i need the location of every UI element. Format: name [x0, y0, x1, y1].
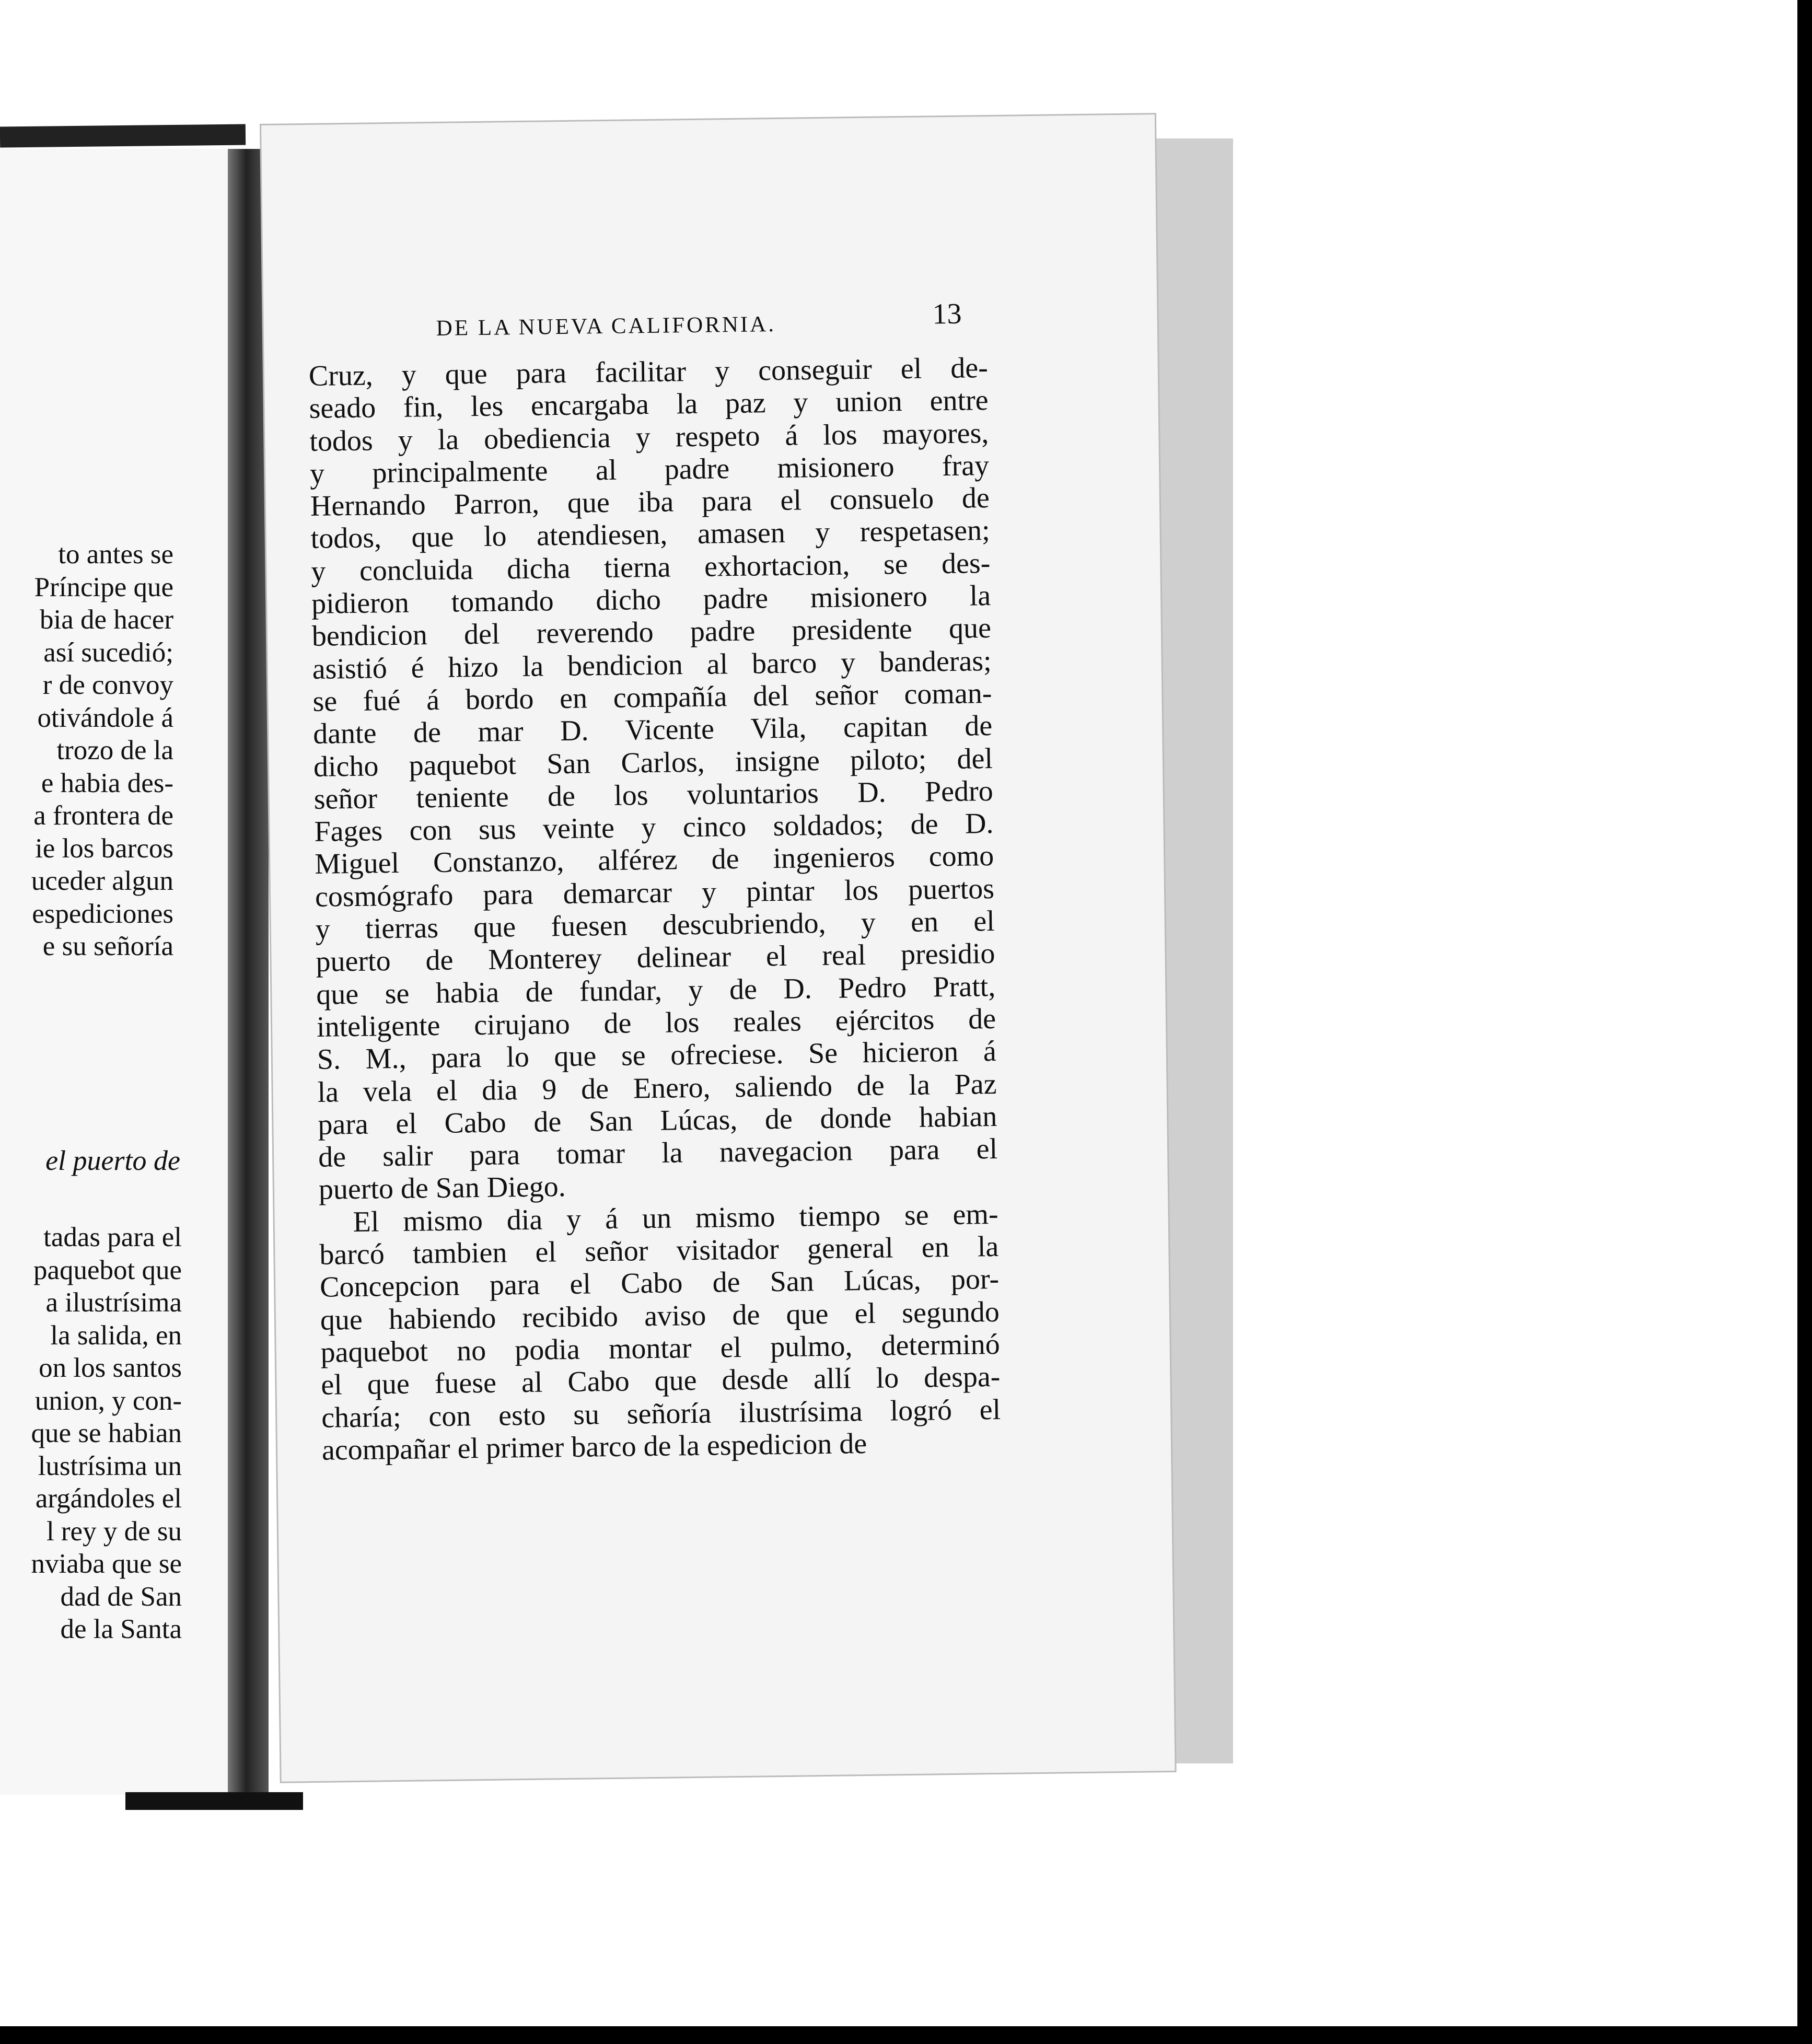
left-text-line: paquebot que	[33, 1255, 182, 1285]
text-line: que se habia de fundar, y de D. Pedro Pratt,	[316, 970, 996, 1011]
text-line: todos y la obediencia y respeto á los mayores,	[309, 416, 989, 458]
text-line: Cruz, y que para facilitar y conseguir el de-	[308, 352, 989, 392]
page-number: 13	[932, 297, 962, 331]
text-line: dante de mar D. Vicente Vila, capitan de	[312, 710, 993, 751]
text-line: todos, que lo atendiesen, amasen y respetasen;	[310, 514, 990, 555]
book-gutter	[228, 149, 269, 1795]
left-text-line: on los santos	[39, 1353, 182, 1383]
left-text-line: espediciones	[32, 898, 173, 929]
text-line: que habiendo recibido aviso de que el segundo	[320, 1295, 1000, 1337]
left-cover-edge-bottom	[125, 1792, 303, 1810]
left-page	[0, 149, 261, 1795]
left-text-line: que se habian	[31, 1418, 182, 1448]
body-text	[308, 352, 1001, 1467]
left-text-line: to antes se	[58, 539, 173, 570]
scan-border-right	[1797, 0, 1812, 2044]
text-line: S. M., para lo que se ofreciese. Se hicieron á	[317, 1035, 997, 1076]
left-page-text-top	[0, 538, 173, 963]
text-line: inteligente cirujano de los reales ejércitos de	[316, 1002, 996, 1043]
text-line: Hernando Parron, que iba para el consuelo de	[310, 482, 990, 523]
text-line: bendicion del reverendo padre presidente que	[311, 612, 992, 653]
text-line: se fué á bordo en compañía del señor coman-	[312, 677, 992, 718]
text-line: Fages con sus veinte y cinco soldados; de D.	[314, 807, 994, 849]
right-page	[261, 114, 1175, 1782]
left-text-line: e su señoría	[42, 931, 173, 961]
text-line: cosmógrafo para demarcar y pintar los puertos	[315, 872, 995, 913]
left-text-line: argándoles el	[35, 1483, 182, 1514]
left-text-line: ie los barcos	[35, 833, 173, 864]
left-text-line: union, y con-	[34, 1385, 182, 1416]
left-page-text-bottom	[0, 1221, 182, 1646]
text-line: charía; con esto su señoría ilustrísima logró el	[321, 1393, 1001, 1434]
text-line: de salir para tomar la navegacion para el	[318, 1133, 998, 1174]
left-text-line: nviaba que se	[31, 1549, 182, 1579]
left-text-line: a frontera de	[33, 800, 173, 831]
running-head: DE LA NUEVA CALIFORNIA.	[436, 311, 776, 341]
left-text-line: la salida, en	[50, 1320, 182, 1351]
text-line: El mismo dia y á un mismo tiempo se em-	[353, 1198, 998, 1238]
text-line: puerto de San Diego.	[318, 1170, 566, 1206]
left-text-line: así sucedió;	[43, 637, 173, 668]
left-text-line: e habia des-	[41, 768, 173, 798]
text-line: paquebot no podia montar el pulmo, determinó	[320, 1328, 1000, 1369]
left-text-line: r de convoy	[42, 670, 173, 700]
text-line: puerto de Monterey delinear el real presidio	[316, 937, 995, 979]
text-line: dicho paquebot San Carlos, insigne piloto; del	[313, 742, 993, 783]
text-line: y concluida dicha tierna exhortacion, se des-	[311, 547, 991, 588]
left-text-line: dad de San	[60, 1581, 182, 1612]
scan-border-bottom	[0, 2026, 1812, 2044]
text-line: y tierras que fuesen descubriendo, y en el	[315, 905, 995, 946]
text-line: pidieron tomando dicho padre misionero la	[311, 579, 991, 620]
text-line: Concepcion para el Cabo de San Lúcas, por-	[319, 1263, 1000, 1304]
left-text-line: bia de hacer	[40, 605, 173, 635]
left-page-italic-heading: el puerto de	[45, 1145, 180, 1176]
left-text-line: lustrísima un	[38, 1450, 182, 1481]
text-line: acompañar el primer barco de la espedicion de	[321, 1427, 867, 1467]
text-line: y principalmente al padre misionero fray	[309, 449, 990, 490]
text-line: la vela el dia 9 de Enero, saliendo de la Paz	[317, 1067, 997, 1109]
text-line: barcó tambien el señor visitador general en la	[319, 1230, 999, 1271]
left-text-line: uceder algun	[31, 866, 173, 896]
left-text-line: otivándole á	[37, 702, 173, 733]
text-line: el que fuese al Cabo que desde allí lo despa-	[321, 1361, 1001, 1401]
text-line: seado fin, les encargaba la paz y union entre	[309, 384, 989, 425]
text-line: asistió é hizo la bendicion al barco y banderas;	[312, 644, 992, 686]
left-text-line: a ilustrísima	[45, 1287, 182, 1318]
left-cover-edge-top	[0, 124, 246, 148]
left-text-line: l rey y de su	[46, 1516, 182, 1547]
left-text-line: tadas para el	[43, 1222, 182, 1252]
text-line: señor teniente de los voluntarios D. Pedro	[313, 774, 994, 816]
left-text-line: Príncipe que	[34, 572, 173, 602]
left-text-line: de la Santa	[60, 1614, 182, 1644]
text-line: para el Cabo de San Lúcas, de donde habian	[317, 1100, 997, 1141]
left-text-line: trozo de la	[56, 735, 173, 765]
text-line: Miguel Constanzo, alférez de ingenieros como	[314, 840, 994, 881]
